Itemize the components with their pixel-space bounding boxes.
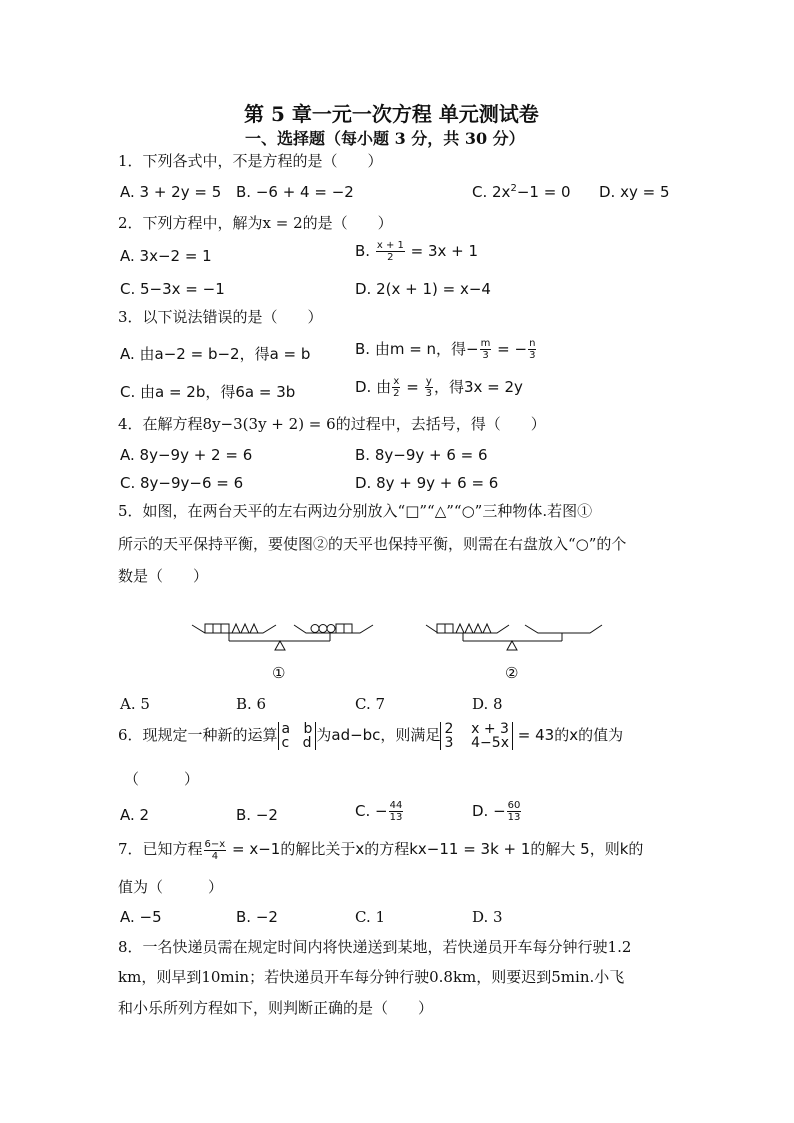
question-6-line-2: （ ） [124,770,200,788]
q2-option-b: B. $\frac{x + 1}{2}$ = 3x + 1 [355,240,479,263]
determinant-equation: 2 x + 3 3 4−5x [440,722,513,750]
square-shape [205,624,213,633]
balance-1-fulcrum [275,641,285,650]
q1-option-d: D. xy = 5 [599,183,670,201]
figure-2-label: ② [505,664,519,682]
question-5-line-1: 5．如图，在两台天平的左右两边分别放入“□”“△”“○”三种物体.若图① [118,502,593,520]
question-2-stem: 2．下列方程中，解为x = 2的是（ ） [118,214,393,232]
q5-option-d: D. 8 [472,695,503,713]
balance-2-fulcrum [507,641,517,650]
q3-option-a: A. 由a−2 = b−2，得a = b [120,345,311,363]
q6-option-c: C. − $\frac{44}{13}$ [355,800,403,823]
square-shape [344,624,352,633]
triangle-shape [474,624,482,633]
circle-shape [319,625,327,633]
q6-option-d: D. − $\frac{60}{13}$ [472,800,521,823]
triangle-shape [483,624,491,633]
q5-option-c: C. 7 [355,695,386,713]
section-heading: 一、选择题（每小题 3 分，共 30 分） [245,129,525,148]
q3-option-c: C. 由a = 2b，得6a = 3b [120,383,296,401]
question-5-line-2: 所示的天平保持平衡，要使图②的天平也保持平衡，则需在右盘放入“○”的个 [118,535,627,553]
triangle-shape [465,624,473,633]
q2-option-a: A. 3x−2 = 1 [120,247,212,265]
question-8-line-2: km，则早到10min；若快递员开车每分钟行驶0.8km，则要迟到5min.小飞 [118,968,625,986]
q5-option-a: A. 5 [120,695,150,713]
balance-1 [192,624,373,650]
q3-option-b: B. 由m = n，得− $\frac{m}{3}$ = − $\frac{n}{3}$ [355,338,536,361]
circle-shape [311,625,319,633]
page-title: 第 5 章一元一次方程 单元测试卷 [244,102,539,126]
question-8-line-3: 和小乐所列方程如下，则判断正确的是（ ） [118,999,434,1017]
question-5-line-3: 数是（ ） [118,567,209,585]
q6-option-a: A. 2 [120,806,150,824]
figure-1-label: ① [272,664,286,682]
balance-2-right-pan [525,625,602,633]
q7-option-a: A. −5 [120,908,162,926]
q7-option-c: C. 1 [355,908,386,926]
square-shape [221,624,229,633]
q4-option-a: A. 8y−9y + 2 = 6 [120,446,253,464]
square-shape [437,624,445,633]
q4-option-d: D. 8y + 9y + 6 = 6 [355,474,499,492]
question-3-stem: 3．以下说法错误的是（ ） [118,308,323,326]
q1-option-b: B. −6 + 4 = −2 [236,183,354,201]
triangle-shape [250,624,258,633]
question-1-stem: 1．下列各式中，不是方程的是（ ） [118,152,383,170]
q7-option-b: B. −2 [236,908,278,926]
square-shape [336,624,344,633]
q3-option-d: D. 由 $\frac{x}{2}$ = $\frac{y}{3}$ ，得3x = 2y [355,376,523,399]
balance-2 [426,624,602,650]
q2-option-c: C. 5−3x = −1 [120,280,225,298]
square-shape [445,624,453,633]
question-7-line-2: 值为（ ） [118,878,224,896]
triangle-shape [232,624,240,633]
circle-shape [327,625,335,633]
determinant-definition: a b c d [278,722,317,750]
q4-option-c: C. 8y−9y−6 = 6 [120,474,244,492]
q7-option-d: D. 3 [472,908,503,926]
question-8-line-1: 8．一名快递员需在规定时间内将快递送到某地，若快递员开车每分钟行驶1.2 [118,938,632,956]
q1-option-a: A. 3 + 2y = 5 [120,183,222,201]
question-6-stem: 6．现规定一种新的运算 a b c d 为ad−bc，则满足 2 x + 3 3 4−5x = 43的x的值为 [118,721,624,751]
triangle-shape [241,624,249,633]
question-4-stem: 4．在解方程8y−3(3y + 2) = 6的过程中，去括号，得（ ） [118,415,546,433]
square-shape [213,624,221,633]
q2-option-d: D. 2(x + 1) = x−4 [355,280,491,298]
q4-option-b: B. 8y−9y + 6 = 6 [355,446,488,464]
q6-option-b: B. −2 [236,806,278,824]
q1-option-c: C. $2x^2-1 = 0$ [472,183,571,201]
question-7-stem: 7．已知方程 $\frac{6-x}{4}$ = x−1的解比关于x的方程kx−11 = 3k + 1的解大 5，则k的 [118,838,644,862]
q5-option-b: B. 6 [236,695,267,713]
triangle-shape [456,624,464,633]
